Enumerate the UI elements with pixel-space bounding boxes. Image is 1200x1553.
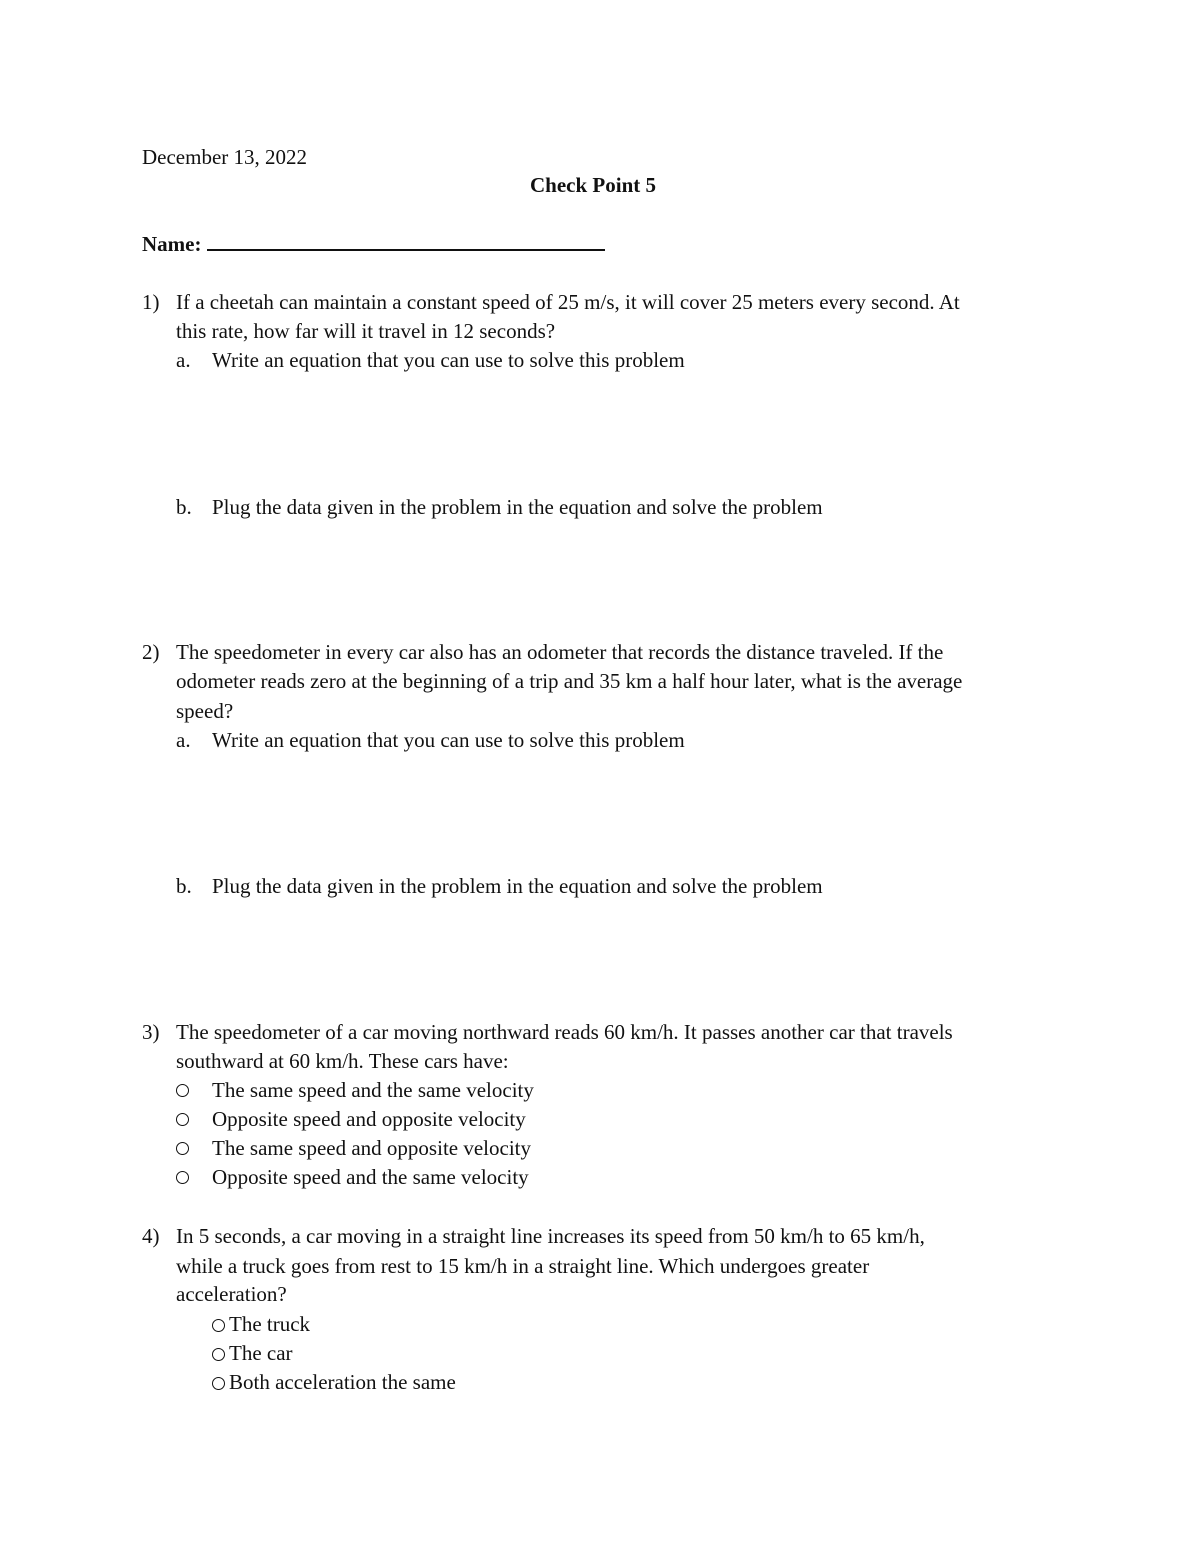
question-2-line-1: The speedometer in every car also has an odometer that records the distance traveled. If the (176, 640, 944, 664)
name-label: Name: (142, 232, 202, 256)
question-1-number: 1) (142, 290, 160, 314)
question-3-option-3: The same speed and opposite velocity (212, 1136, 531, 1160)
question-1-part-a-letter: a. (176, 348, 191, 372)
question-3-option-1-radio-icon[interactable] (176, 1084, 189, 1097)
question-2-part-b-letter: b. (176, 874, 192, 898)
question-3-line-2: southward at 60 km/h. These cars have: (176, 1049, 509, 1073)
question-1-part-a-text: Write an equation that you can use to solve this problem (212, 348, 685, 372)
name-row (142, 229, 605, 259)
date: December 13, 2022 (142, 145, 308, 169)
question-4-line-1: In 5 seconds, a car moving in a straight line increases its speed from 50 km/h to 65 km/h, (176, 1224, 925, 1248)
question-4-option-3-radio-icon[interactable] (212, 1377, 225, 1390)
question-3-option-3-radio-icon[interactable] (176, 1142, 189, 1155)
name-blank-line[interactable] (207, 229, 605, 251)
question-3-option-4: Opposite speed and the same velocity (212, 1165, 529, 1189)
question-4-option-2-radio-icon[interactable] (212, 1348, 225, 1361)
question-1-line-2: this rate, how far will it travel in 12 seconds? (176, 319, 556, 343)
question-3-option-1: The same speed and the same velocity (212, 1078, 534, 1102)
question-4-option-2-row[interactable] (212, 1339, 293, 1368)
question-2-part-a-text: Write an equation that you can use to solve this problem (212, 728, 685, 752)
question-4-option-2: The car (229, 1341, 293, 1365)
question-4-option-1: The truck (229, 1312, 311, 1336)
question-3-line-1: The speedometer of a car moving northward reads 60 km/h. It passes another car that travels (176, 1020, 953, 1044)
question-2-number: 2) (142, 640, 160, 664)
question-4-line-3: acceleration? (176, 1282, 287, 1306)
question-1-part-b-letter: b. (176, 495, 192, 519)
page-title: Check Point 5 (530, 173, 656, 197)
question-2-part-b-text: Plug the data given in the problem in the equation and solve the problem (212, 874, 823, 898)
question-3-number: 3) (142, 1020, 160, 1044)
question-2-part-a-letter: a. (176, 728, 191, 752)
question-4-option-3: Both acceleration the same (229, 1370, 456, 1394)
question-1-line-1: If a cheetah can maintain a constant speed of 25 m/s, it will cover 25 meters every second. At (176, 290, 960, 314)
question-2-line-2: odometer reads zero at the beginning of a trip and 35 km a half hour later, what is the average (176, 669, 963, 693)
question-2-line-3: speed? (176, 699, 234, 723)
question-4-number: 4) (142, 1224, 160, 1248)
question-1-part-b-text: Plug the data given in the problem in the equation and solve the problem (212, 495, 823, 519)
question-3-option-2-radio-icon[interactable] (176, 1113, 189, 1126)
question-4-option-1-row[interactable] (212, 1310, 310, 1339)
question-4-option-1-radio-icon[interactable] (212, 1319, 225, 1332)
question-4-line-2: while a truck goes from rest to 15 km/h in a straight line. Which undergoes greater (176, 1254, 870, 1278)
question-4-option-3-row[interactable] (212, 1368, 456, 1397)
question-3-option-4-radio-icon[interactable] (176, 1171, 189, 1184)
question-3-option-2: Opposite speed and opposite velocity (212, 1107, 526, 1131)
